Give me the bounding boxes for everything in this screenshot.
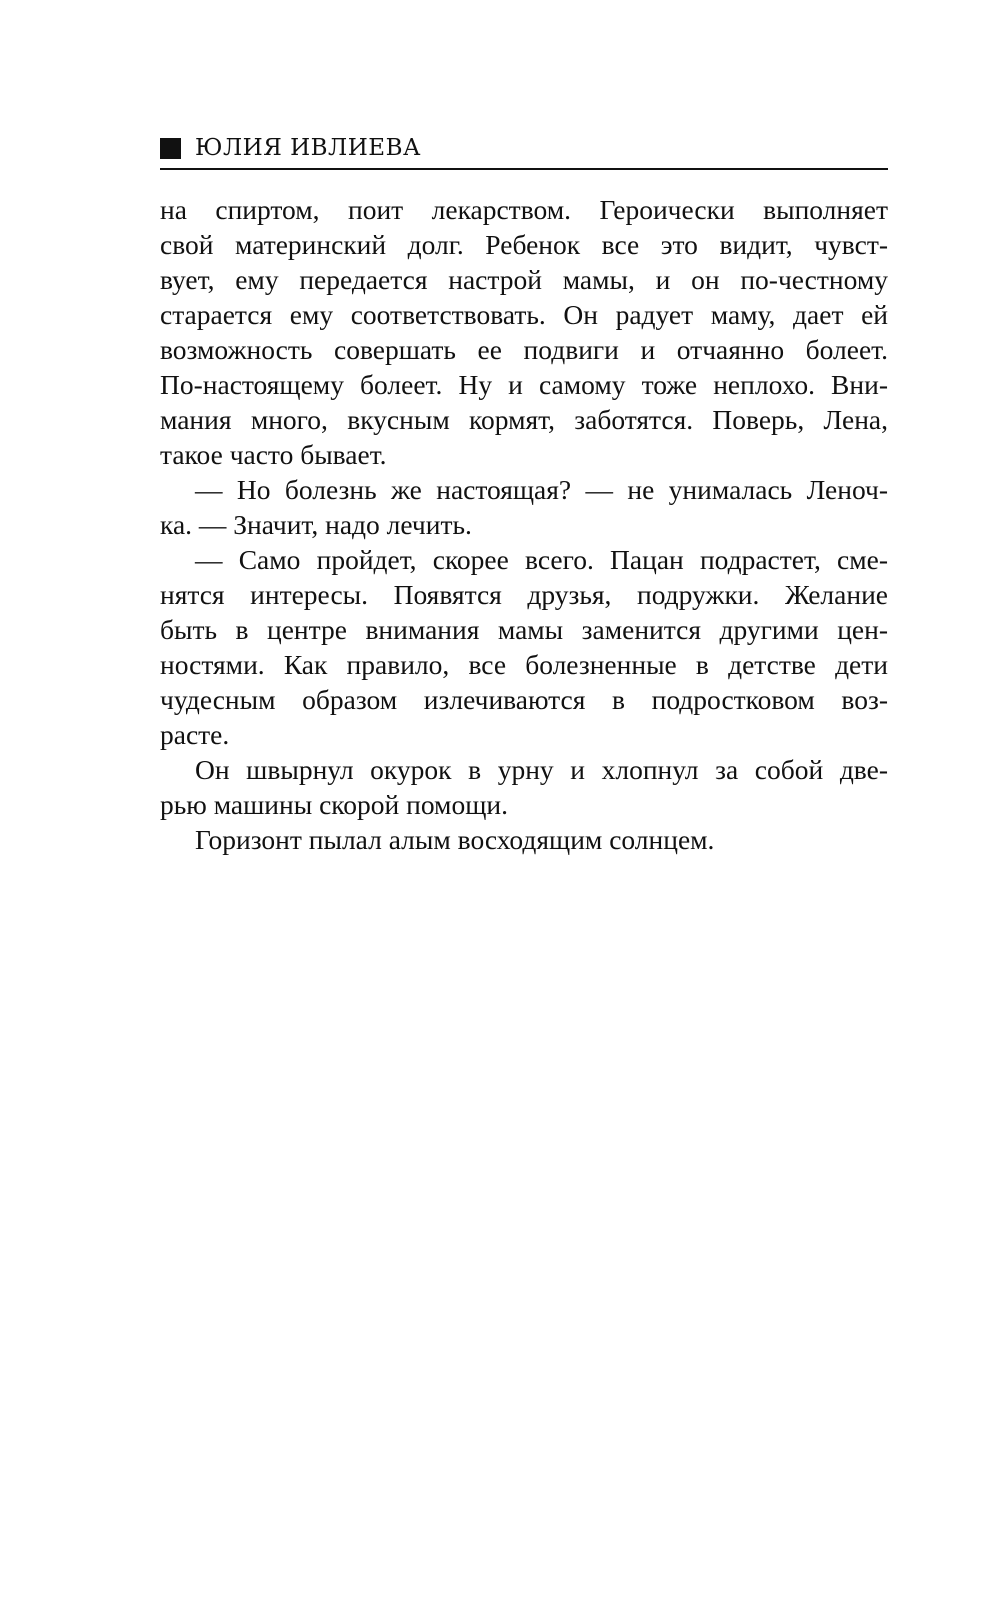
text-line: на спиртом, поит лекарством. Героически выполняет [160, 194, 888, 225]
text-line: ка. — Значит, надо лечить. [160, 509, 472, 540]
text-line: вует, ему передается настрой мамы, и он по-честному [160, 264, 888, 295]
author-name: ЮЛИЯ ИВЛИЕВА [195, 135, 421, 161]
text-line: По-настоящему болеет. Ну и самому тоже неплохо. Вни- [160, 369, 888, 400]
running-header [160, 130, 888, 170]
text-line: мания много, вкусным кормят, заботятся. Поверь, Лена, [160, 404, 888, 435]
text-line: рью машины скорой помощи. [160, 789, 508, 820]
text-line: такое часто бывает. [160, 439, 387, 470]
dialogue-line: — Но болезнь же настоящая? — не унималась Леноч- [195, 474, 888, 505]
header-square-marker [160, 138, 181, 159]
text-line: быть в центре внимания мамы заменится другими цен- [160, 614, 888, 645]
text-line: возможность совершать ее подвиги и отчаянно болеет. [160, 334, 888, 365]
text-line: старается ему соответствовать. Он радует маму, дает ей [160, 299, 888, 330]
page-body-text [160, 192, 888, 857]
text-line: расте. [160, 719, 230, 750]
text-line: чудесным образом излечиваются в подростковом воз- [160, 684, 888, 715]
text-line: свой материнский долг. Ребенок все это видит, чувст- [160, 229, 888, 260]
paragraph-line: Горизонт пылал алым восходящим солнцем. [195, 824, 715, 855]
paragraph-line: Он швырнул окурок в урну и хлопнул за собой две- [195, 754, 888, 785]
text-line: нятся интересы. Появятся друзья, подружки. Желание [160, 579, 888, 610]
dialogue-line: — Само пройдет, скорее всего. Пацан подрастет, сме- [195, 544, 888, 575]
text-line: ностями. Как правило, все болезненные в детстве дети [160, 649, 888, 680]
